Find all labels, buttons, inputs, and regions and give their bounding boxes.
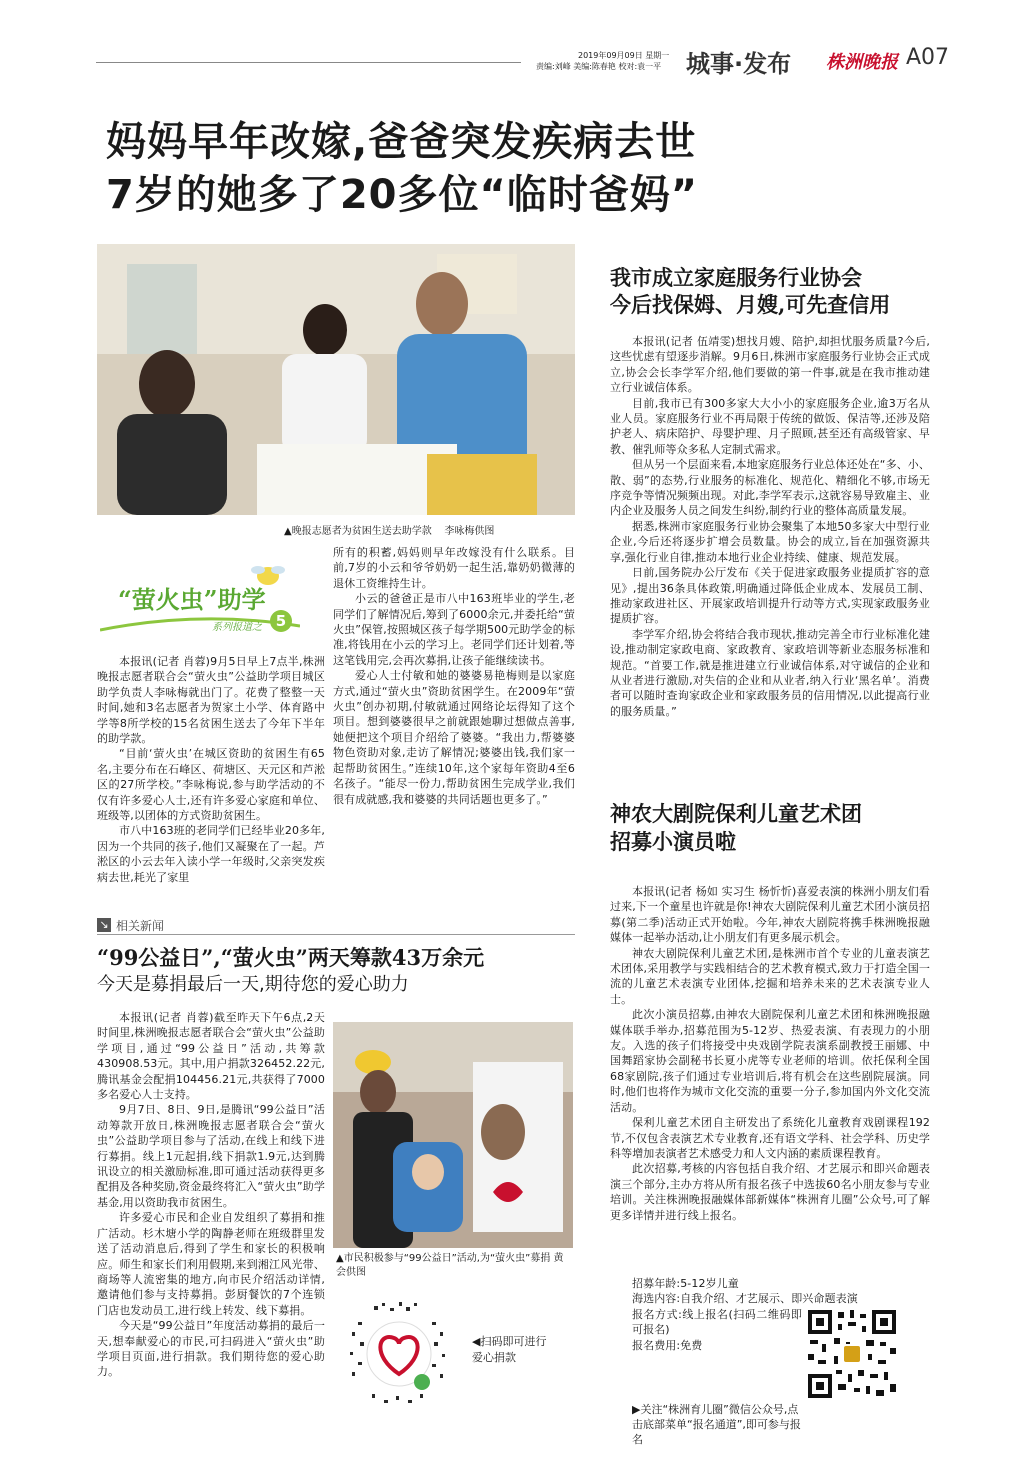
series-logo bbox=[100, 560, 300, 650]
recruit-fee: 报名费用:免费 bbox=[632, 1338, 703, 1352]
article2-headline-line1: 我市成立家庭服务行业协会 bbox=[610, 265, 862, 290]
paragraph: 本报讯(记者 伍靖雯)想找月嫂、陪护,却担忧服务质量?今后,这些忧虑有望逐步消解。9月6日,株洲市家庭服务行业协会正式成立,协会会长李学军介绍,他们要做的第一件事,就是在我市推动建立行业诚信体系。 bbox=[610, 335, 930, 395]
paragraph: 据悉,株洲市家庭服务行业协会聚集了本地50多家大中型行业企业,今后还将逐步扩增会员数量。协会的成立,旨在加强资源共享,强化行业自律,推动本地行业企业持续、健康、规范发展。 bbox=[610, 519, 930, 564]
article2-text bbox=[610, 334, 930, 719]
paragraph: “目前‘萤火虫’在城区资助的贫困生有65名,主要分布在石峰区、荷塘区、天元区和芦淞区的27所学校。”李咏梅说,参与助学活动的不仅有许多爱心人士,还有许多爱心家庭和单位、班级等,以团体的方式资助贫困生。 bbox=[97, 747, 325, 823]
paragraph: 本报讯(记者 肖蓉)截至昨天下午6点,2天时间里,株洲晚报志愿者联合会“萤火虫”公益助学项目,通过“99公益日”活动,共筹款430908.53元。其中,用户捐款326452.22元,腾讯基金会配捐104456.21元,共获得了7000多名爱心人士支持。 bbox=[97, 1011, 325, 1102]
charity-photo-caption: ▲市民积极参与“99公益日”活动,为“萤火虫”募捐 黄会供图 bbox=[336, 1253, 564, 1278]
paragraph: 但从另一个层面来看,本地家庭服务行业总体还处在“多、小、散、弱”的态势,行业服务的标准化、规范化、精细化不够,市场无序竞争等情况频频出现。对此,李学军表示,这就容易导致雇主、业内企业及服务人员之间发生纠纷,制约行业的整体高质量发展。 bbox=[610, 458, 930, 518]
recruit-method: 报名方式:线上报名(扫码二维码即可报名) bbox=[632, 1307, 802, 1337]
paragraph: 保利儿童艺术团自主研发出了系统化儿童教育戏剧课程192节,不仅包含表演艺术专业教育,还有语文学科、社会学科、历史学科等增加表演者艺术感受力和人文内涵的素质课程教育。 bbox=[610, 1116, 930, 1160]
series-number-badge: 5 bbox=[270, 610, 292, 632]
editor-line: 责编:刘峰 美编:陈春艳 校对:袁一平 bbox=[536, 62, 662, 71]
paragraph: 小云的爸爸正是市八中163班毕业的学生,老同学们了解情况后,筹到了6000余元,并委托给“萤火虫”保管,按照城区孩子每学期500元助学金的标准,将钱用在小云的学习上。老同学们还计划着,等这笔钱用完,会再次募捐,让孩子能继续读书。 bbox=[333, 592, 575, 667]
paragraph: 本报讯(记者 肖蓉)9月5日早上7点半,株洲晚报志愿者联合会“萤火虫”公益助学项目城区助学负责人李咏梅就出门了。花费了整整一天时间,她和3名志愿者为贺家土小学、体育路中学等8所学校的15名贫困生送去了今年下半年的助学款。 bbox=[97, 655, 325, 746]
paragraph: 今天是“99公益日”年度活动募捐的最后一天,想奉献爱心的市民,可扫码进入“萤火虫”助学项目页面,进行捐款。我们期待您的爱心助力。 bbox=[97, 1319, 325, 1379]
article2-headline-line2: 今后找保姆、月嫂,可先查信用 bbox=[610, 292, 891, 317]
paragraph: 此次小演员招募,由神农大剧院保利儿童艺术团和株洲晚报融媒体联手举办,招募范围为5-12岁、热爱表演、有表现力的小朋友。入选的孩子们将接受中央戏剧学院表演系副教授王丽娜、中国舞蹈家协会副秘书长夏小虎等专业老师的培训。依托保利全国68家剧院,孩子们通过专业培训后,将有机会在这些剧院展演。同时,他们也将作为城市文化交流的重要一分子,参加国内外文化交流活动。 bbox=[610, 1008, 930, 1114]
main-headline-line1: 妈妈早年改嫁,爸爸突发疾病去世 bbox=[106, 119, 697, 165]
qr-code-icon bbox=[806, 1308, 898, 1400]
paragraph: 许多爱心市民和企业自发组织了募捐和推广活动。杉木塘小学的陶静老师在班级群里发送了活动消息后,得到了学生和家长的积极响应。师生和家长们利用假期,来到湘江风光带、商场等人流密集的地方,向市民介绍活动详情,邀请他们参与支持募捐。彭厨餐饮的7个连锁门店也发动员工,进行线上转发、线下募捐。 bbox=[97, 1211, 325, 1317]
section-title: 城事·发布 bbox=[686, 50, 792, 78]
paragraph: 市八中163班的老同学们已经毕业20多年,因为一个共同的孩子,他们又凝聚在了一起。芦淞区的小云去年入读小学一年级时,父亲突发疾病去世,耗光了家里 bbox=[97, 824, 325, 884]
main-article-column-2 bbox=[333, 545, 575, 807]
charity-photo-illustration bbox=[333, 1022, 573, 1248]
wechat-qr-code[interactable] bbox=[806, 1308, 898, 1400]
main-photo bbox=[97, 244, 575, 515]
paragraph: 日前,国务院办公厅发布《关于促进家政服务业提质扩容的意见》,提出36条具体政策,明确通过降低企业成本、发展员工制、推动家政进社区、开展家政培训提升行动等方式,实现家政服务业提质扩容。 bbox=[610, 566, 930, 626]
page-header bbox=[0, 0, 1031, 80]
related-headline: “99公益日”,“萤火虫”两天筹款43万余元 bbox=[97, 945, 485, 970]
related-subhead: 今天是募捐最后一天,期待您的爱心助力 bbox=[97, 974, 409, 995]
article3-headline-line1: 神农大剧院保利儿童艺术团 bbox=[610, 801, 862, 826]
related-news-rule bbox=[97, 934, 575, 935]
arrow-icon: ↘ bbox=[97, 918, 111, 932]
paragraph: 爱心人士付敏和她的婆婆易艳梅则是以家庭方式,通过“萤火虫”资助贫困学生。在2009年“萤火虫”创办初期,付敏就通过网络论坛得知了这个项目。想到婆婆很早之前就跟她聊过想做点善事,她便把这个项目介绍给了婆婆。“我出力,帮婆婆物色资助对象,走访了解情况;婆婆出钱,我们家一起帮助贫困生。”连续10年,这个家每年资助4至6名孩子。“能尽一份力,帮助贫困生完成学业,我们很有成就感,我和婆婆的共同话题也更多了。” bbox=[333, 669, 575, 806]
page-number: A07 bbox=[906, 45, 950, 70]
recruit-age: 招募年龄:5-12岁儿童 bbox=[632, 1277, 739, 1290]
recruit-content: 海选内容:自我介绍、才艺展示、即兴命题表演 bbox=[632, 1292, 858, 1306]
wechat-qr-caption: ▶关注“株洲育儿圈”微信公众号,点击底部菜单“报名通道”,即可参与报名 bbox=[632, 1403, 801, 1446]
series-logo-subtitle: 系列报道之 bbox=[212, 622, 262, 633]
date-line: 2019年09月09日 星期一 bbox=[578, 51, 670, 60]
related-article-text bbox=[97, 1010, 325, 1380]
main-photo-illustration bbox=[97, 244, 575, 515]
paragraph: 9月7日、8日、9日,是腾讯“99公益日”活动筹款开放日,株洲晚报志愿者联合会“萤火虫”公益助学项目参与了活动,在线上和线下进行募捐。线上1元起捐,线下捐款1.9元,达到腾讯设立的相关激励标准,即可通过活动获得更多配捐及各种奖励,资金最终将汇入“萤火虫”助学基金,用以资助我市贫困生。 bbox=[97, 1103, 325, 1209]
header-rule bbox=[96, 62, 521, 63]
article3-headline-line2: 招募小演员啦 bbox=[610, 829, 736, 854]
donation-qr-code[interactable] bbox=[344, 1298, 454, 1410]
charity-event-photo bbox=[333, 1022, 573, 1248]
paragraph: 此次招募,考核的内容包括自我介绍、才艺展示和即兴命题表演三个部分,主办方将从所有报名孩子中选拔60名小朋友参与专业培训。关注株洲晚报融媒体部新媒体“株洲育儿圈”公众号,可了解更多详情并进行线上报名。 bbox=[610, 1162, 930, 1222]
main-photo-caption: ▲晚报志愿者为贫困生送去助学款 李咏梅供图 bbox=[284, 526, 495, 537]
series-logo-text: “萤火虫”助学 bbox=[118, 585, 266, 614]
main-headline-line2: 7岁的她多了20多位“临时爸妈” bbox=[106, 172, 699, 218]
paper-name-logo: 株洲晚报 bbox=[826, 52, 898, 73]
recruit-info bbox=[632, 1276, 858, 1353]
paragraph: 本报讯(记者 杨如 实习生 杨忻忻)喜爱表演的株洲小朋友们看过来,下一个童星也许就是你!神农大剧院保利儿童艺术团小演员招募(第二季)活动正式开始啦。今年,神农大剧院将携手株洲晚报融媒体一起举办活动,让小朋友们有更多展示机会。 bbox=[610, 885, 930, 945]
paragraph: 所有的积蓄,妈妈则早年改嫁没有什么联系。目前,7岁的小云和爷爷奶奶一起生活,靠奶奶微薄的退休工资维持生计。 bbox=[333, 546, 575, 590]
donation-qr-icon bbox=[344, 1298, 454, 1410]
paragraph: 神农大剧院保利儿童艺术团,是株洲市首个专业的儿童表演艺术团体,采用教学与实践相结合的艺术教育模式,致力于打造全国一流的儿童艺术表演专业团体,挖掘和培养未来的艺术表演专业人士。 bbox=[610, 946, 930, 1006]
related-news-label-text: 相关新闻 bbox=[116, 918, 165, 933]
article3-text bbox=[610, 884, 930, 1223]
paragraph: 李学军介绍,协会将结合我市现状,推动完善全市行业标准化建设,推动制定家政电商、家政教育、家政培训等新业态服务标准和规范。“首要工作,就是推进建立行业诚信体系,对守诚信的企业和从业者进行激励,对失信的企业和从业者,纳入行业‘黑名单’。消费者可以随时查询家政企业和家政服务员的信用情况,以此提高行业的服务质量。” bbox=[610, 627, 930, 718]
related-news-label bbox=[97, 916, 164, 934]
paragraph: 目前,我市已有300多家大大小小的家庭服务企业,逾3万名从业人员。家庭服务行业不再局限于传统的做饭、保洁等,还涉及陪护老人、病床陪护、母婴护理、月子照顾,甚至还有高级管家、早教、催乳师等众多私人定制式需求。 bbox=[610, 396, 930, 456]
main-article-column-1 bbox=[97, 654, 325, 885]
donation-qr-text: ◀扫码即可进行爱心捐款 bbox=[472, 1335, 547, 1364]
